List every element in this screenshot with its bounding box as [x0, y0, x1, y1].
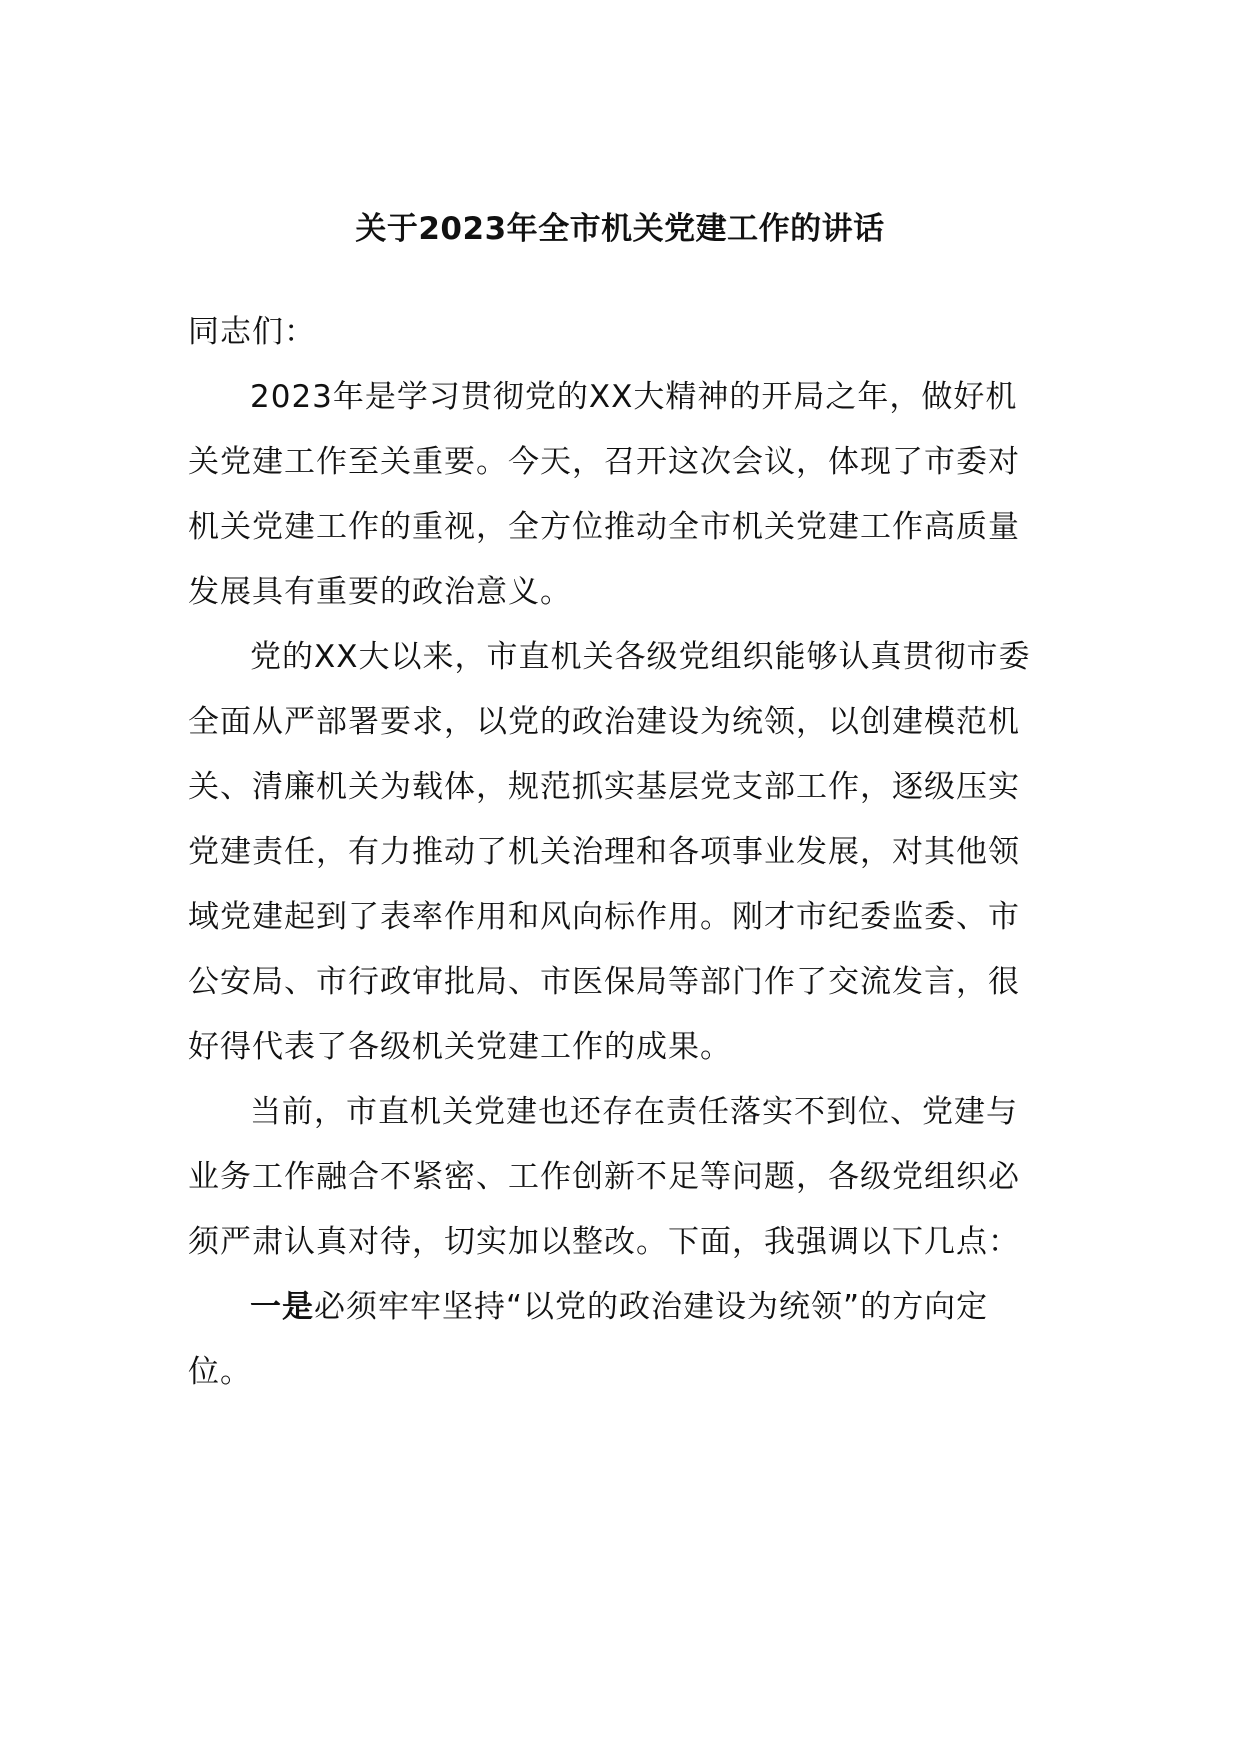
- paragraph-opening: 2023年是学习贯彻党的XX大精神的开局之年，做好机关党建工作至关重要。今天，召开这次会议，体现了市委对机关党建工作的重视，全方位推动全市机关党建工作高质量发展具有重要的政治意义。: [188, 379, 1020, 610]
- paragraph-achievements: 党的XX大以来，市直机关各级党组织能够认真贯彻市委全面从严部署要求，以党的政治建设为统领，以创建模范机关、清廉机关为载体，规范抓实基层党支部工作，逐级压实党建责任，有力推动了机关治理和各项事业发展，对其他领域党建起到了表率作用和风向标作用。刚才市纪委监委、市公安局、市行政审批局、市医保局等部门作了交流发言，很好得代表了各级机关党建工作的成果。: [188, 639, 1031, 1065]
- document-title: 关于2023年全市机关党建工作的讲话: [355, 211, 885, 247]
- point-one: [188, 1275, 1046, 1405]
- paragraph-problems: 当前，市直机关党建也还存在责任落实不到位、党建与业务工作融合不紧密、工作创新不足等问题，各级党组织必须严肃认真对待，切实加以整改。下面，我强调以下几点：: [188, 1094, 1020, 1260]
- document-body: [188, 300, 1046, 1405]
- point-one-text: 必须牢牢坚持“以党的政治建设为统领”的方向定位。: [188, 1289, 989, 1390]
- point-one-lead: 一是: [250, 1289, 314, 1325]
- salutation: 同志们：: [188, 314, 316, 350]
